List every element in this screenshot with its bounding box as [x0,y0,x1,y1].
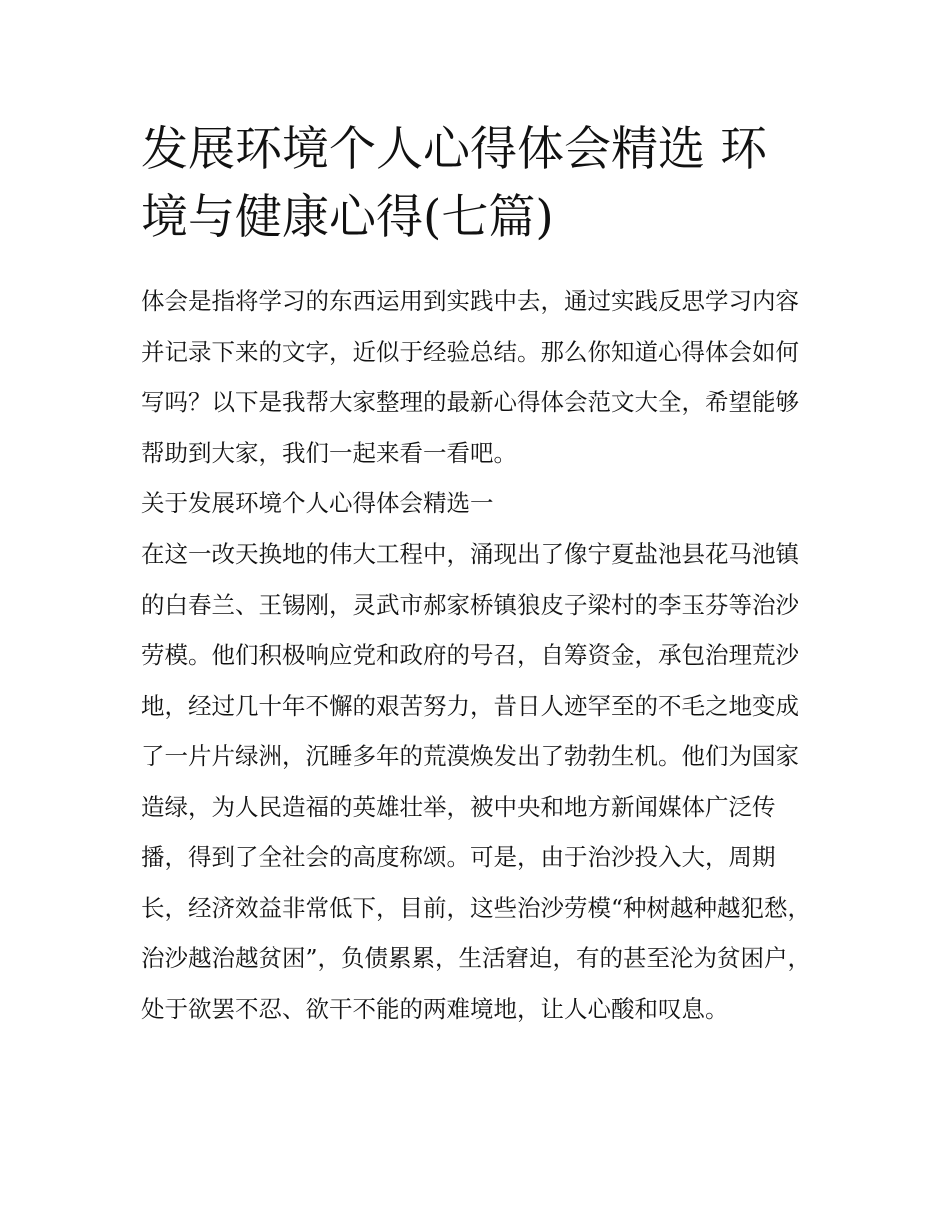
section-heading: 关于发展环境个人心得体会精选一 [141,489,494,517]
section-body-paragraph: 在这一改天换地的伟大工程中，涌现出了像宁夏盐池县花马池镇的白春兰、王锡刚，灵武市郝家桥镇狼皮子梁村的李玉芬等治沙劳模。他们积极响应党和政府的号召，自筹资金，承包治理荒沙地，经过几十年不懈的艰苦努力，昔日人迹罕至的不毛之地变成了一片片绿洲，沉睡多年的荒漠焕发出了勃勃生机。他们为国家造绿，为人民造福的英雄壮举，被中央和地方新闻媒体广泛传播，得到了全社会的高度称颂。可是，由于治沙投入大，周期长，经济效益非常低下，目前，这些治沙劳模“种树越种越犯愁，治沙越治越贫困”，负债累累，生活窘迫，有的甚至沦为贫困户，处于欲罢不忍、欲干不能的两难境地，让人心酸和叹息。 [141,540,812,1023]
document-title: 发展环境个人心得体会精选 环境与健康心得(七篇) [141,122,767,245]
intro-paragraph: 体会是指将学习的东西运用到实践中去，通过实践反思学习内容并记录下来的文字，近似于经验总结。那么你知道心得体会如何写吗？以下是我帮大家整理的最新心得体会范文大全，希望能够帮助到大家，我们一起来看一看吧。 [141,287,799,467]
